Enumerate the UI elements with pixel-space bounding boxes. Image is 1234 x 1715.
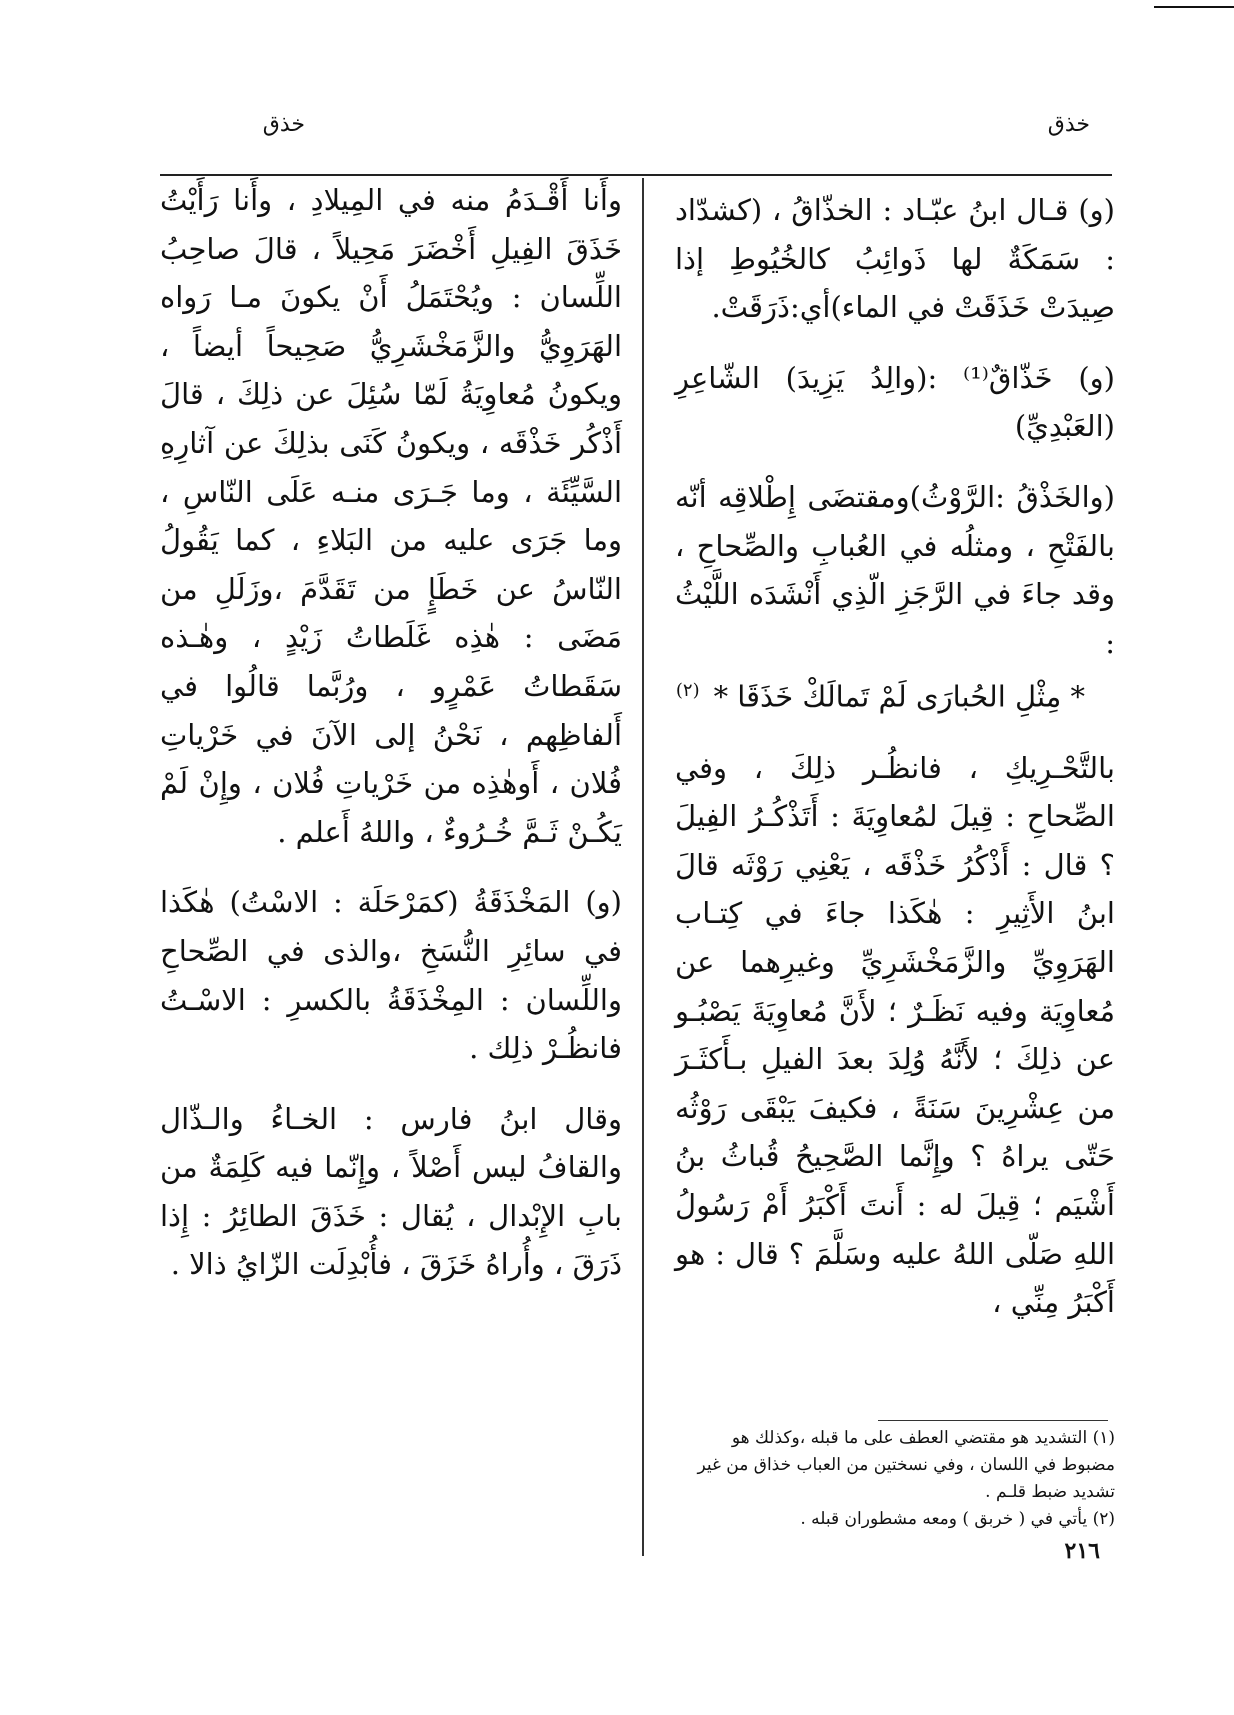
left-column: [160, 176, 622, 1289]
entry-paragraph: وقال ابنُ فارس : الخـاءُ والـذّال والقافُ ليس أَصْلاً ، وإِنّما فيه كَلِمَةٌ من بابِ الإِبْدال ، يُقال : خَذَقَ الطائِرُ : إِذا ذَرَقَ ، وأُراهُ خَزَقَ ، فأُبْدِلَت الزّايُ ذالا .: [160, 1101, 622, 1282]
page-number: ٢١٦: [1064, 1538, 1100, 1564]
footnote-ref: (٢): [675, 680, 700, 702]
entry-paragraph: (والخَذْقُ :الرَّوْثُ)ومقتضَى إِطْلاقِه أنّه بالفَتْحِ ، ومثلُه في العُبابِ والصِّحاحِ ، وقد جاءَ في الرَّجَزِ الّذِي أَنْشَدَه اللَّيْثُ :: [675, 479, 1115, 660]
header-word-left: خذق: [262, 112, 305, 137]
right-column: [675, 186, 1115, 1327]
entry-paragraph: (و) قـال ابنُ عبّـاد : الخذّاقُ ، (كشدّاد : سَمَكَةٌ لها ذَوائِبُ كالخُيُوطِ إذا صِيدَتْ خَذَقَتْ في الماء)أي:ذَرَقَتْ.: [675, 193, 1115, 325]
scan-artifact-line: [1154, 6, 1234, 8]
verse-text: * مِثْلِ الحُبارَى لَمْ تَمالَكْ خَذَقَا *: [713, 680, 1085, 714]
header-word-right: خذق: [1047, 112, 1090, 137]
footnotes: [675, 1425, 1115, 1533]
column-divider: [642, 178, 644, 1556]
entry-paragraph: بالتَّحْـرِيكِ ، فانظُـر ذلِكَ ، وفي الصِّحاحِ : قِيلَ لمُعاوِيَةَ : أَتَذْكُـرُ الفِيلَ ؟ قال : أَذْكُرُ خَذْقَه ، يَعْنِي رَوْثَه قالَ ابنُ الأَثِيرِ : هٰكَذا جاءَ في كِتـاب الهَرَوِيِّ والزَّمَخْشَرِيِّ وغيرِهما عن مُعاوِيَة وفيه نَظَـرٌ ؛ لأَنَّ مُعاوِيَةَ يَصْبُـو عن ذلِكَ ؛ لأَنَّهُ وُلِدَ بعدَ الفيلِ بـأَكثَـرَ من عِشْرِينَ سَنَةً ، فكيفَ يَبْقَى رَوْثُه حَتّى يراهُ ؟ وإِنَّما الصَّحِيحُ قُباثُ بنُ أَشْيَم ؛ قِيلَ له : أَنتَ أَكْبَرُ أَمْ رَسُولُ اللهِ صَلّى اللهُ عليه وسَلَّمَ ؟ قال : هو أَكْبَرُ مِنِّي ،: [675, 750, 1115, 1320]
entry-paragraph: (و) المَخْذَقَةُ (كمَرْحَلَة : الاسْتُ) هٰكَذا في سائِرِ النُّسَخِ ،والذى في الصِّحاحِ واللِّسان : المِخْذَقَةُ بالكسرِ : الاسْـتُ فانظُـرْ ذلِك .: [160, 885, 622, 1066]
entry-paragraph: (و) خَذّاقٌ⁽¹⁾ :(والِدُ يَزِيدَ) الشّاعِرِ (العَبْدِيِّ): [675, 360, 1115, 444]
entry-paragraph: وأَنا أَقْـدَمُ منه في المِيلادِ ، وأَنا رَأَيْتُ خَذَقَ الفِيلِ أَخْضَرَ مَحِيلاً ، قالَ صاحِبُ اللِّسان : ويُحْتَمَلُ أَنْ يكونَ مـا رَواه الهَرَوِيُّ والزَّمَخْشَرِيُّ صَحِيحاً أيضاً ، ويكونُ مُعاوِيَةُ لَمّا سُئِلَ عن ذلِكَ ، قالَ أَذْكُر خَذْقَه ، ويكونُ كَنَى بذلِكَ عن آثارِهِ السَّيِّئَة ، وما جَـرَى منـه عَلَى النّاسِ ، وما جَرَى عليه من البَلاءِ ، كما يَقُولُ النّاسُ عن خَطَإٍ من تَقَدَّمَ ،وزَلَلِ من مَضَى : هٰذِه غَلَطاتُ زَيْدٍ ، وهٰـذه سَقَطاتُ عَمْرٍو ، ورُبَّما قالُوا في أَلفاظِهم ، نَحْنُ إلى الآنَ في خَرْياتِ فُلان ، أَوهٰذِه من خَرْياتِ فُلان ، وإِنْ لَمْ يَكُـنْ ثَـمَّ خُـرُوءٌ ، واللهُ أَعلم .: [160, 183, 622, 849]
footnote: (٢) يأتي في ( خربق ) ومعه مشطوران قبله .: [800, 1509, 1115, 1529]
footnote-rule: [878, 1420, 1108, 1421]
verse-line: [675, 667, 1115, 721]
footnote: (١) التشديد هو مقتضي العطف على ما قبله ،وكذلك هو مضبوط في اللسان ، وفي نسختين من العباب خذاق من غير تشديد ضبط قلـم .: [697, 1428, 1115, 1502]
